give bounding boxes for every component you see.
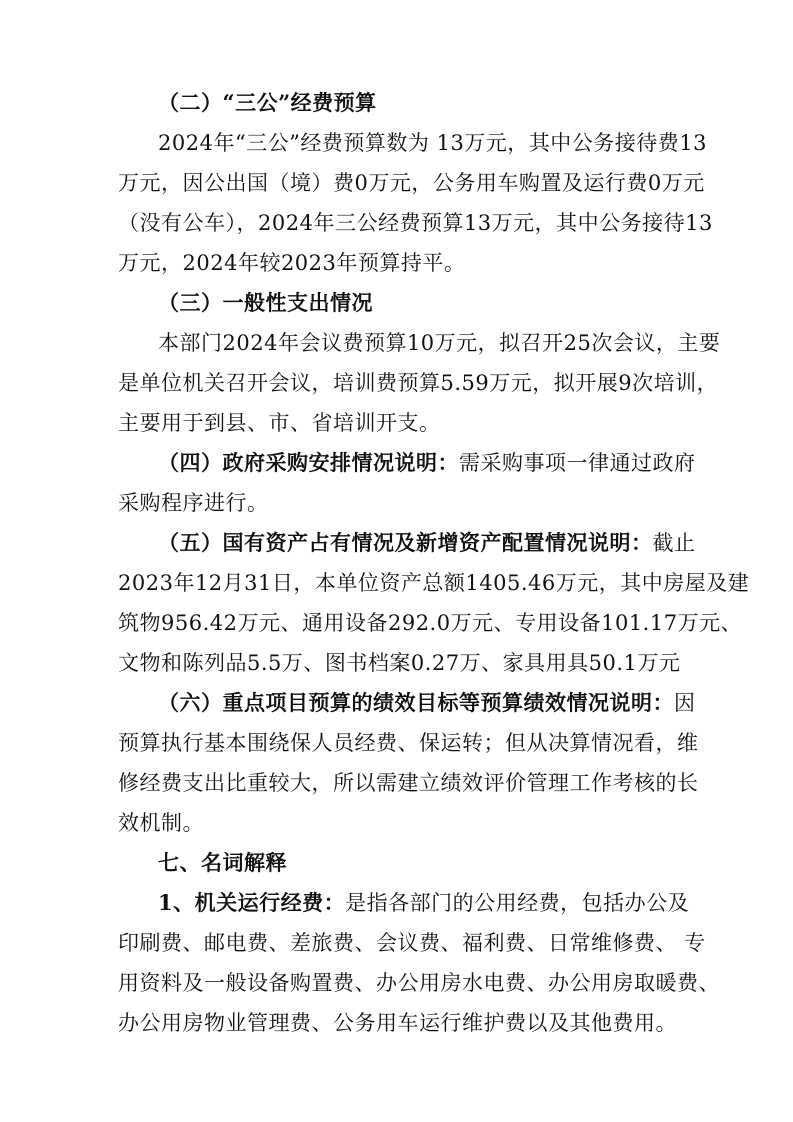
paragraph-line bbox=[158, 448, 696, 478]
paragraph-line bbox=[158, 528, 696, 558]
paragraph-line: 印刷费、邮电费、差旅费、会议费、福利费、日常维修费、 专 bbox=[118, 931, 706, 955]
paragraph-line: 办公用房物业管理费、公务用车运行维护费以及其他费用。 bbox=[118, 1011, 677, 1035]
section-heading-general-expenditure: （三）一般性支出情况 bbox=[158, 290, 373, 315]
paragraph-text: 是指各部门的公用经费，包括办公及 bbox=[345, 891, 690, 915]
paragraph-text: 需采购事项一律通过政府 bbox=[459, 451, 696, 475]
paragraph-line bbox=[158, 688, 696, 718]
term-heading-operating-expenses: 1、机关运行经费： bbox=[158, 890, 346, 915]
paragraph-line: 主要用于到县、市、省培训开支。 bbox=[118, 411, 441, 435]
paragraph-text: 截止 bbox=[652, 531, 696, 555]
paragraph-line: 用资料及一般设备购置费、办公用房水电费、办公用房取暖费、 bbox=[118, 971, 720, 995]
paragraph-line: 采购程序进行。 bbox=[118, 491, 269, 515]
paragraph-line: 万元，因公出国（境）费0万元，公务用车购置及运行费0万元 bbox=[118, 171, 705, 195]
paragraph-line: （没有公车），2024年三公经费预算13万元，其中公务接待13 bbox=[118, 211, 713, 235]
paragraph-line: 2023年12月31日，本单位资产总额1405.46万元，其中房屋及建 bbox=[118, 571, 750, 595]
section-heading-state-assets: （五）国有资产占有情况及新增资产配置情况说明： bbox=[158, 530, 653, 555]
paragraph-line: 是单位机关召开会议，培训费预算5.59万元，拟开展9次培训， bbox=[118, 371, 719, 395]
section-heading-three-public-budget: （二）“三公”经费预算 bbox=[158, 90, 377, 115]
paragraph-line bbox=[158, 888, 689, 918]
section-heading-performance-goals: （六）重点项目预算的绩效目标等预算绩效情况说明： bbox=[158, 690, 674, 715]
paragraph-text: 因 bbox=[674, 691, 696, 715]
paragraph-line: 效机制。 bbox=[118, 811, 204, 835]
paragraph-line: 本部门2024年会议费预算10万元，拟召开25次会议，主要 bbox=[158, 331, 721, 355]
paragraph-line: 万元，2024年较2023年预算持平。 bbox=[118, 251, 466, 275]
paragraph-line: 筑物956.42万元、通用设备292.0万元、专用设备101.17万元、 bbox=[118, 611, 743, 635]
section-heading-glossary: 七、名词解释 bbox=[158, 850, 287, 875]
paragraph-line: 预算执行基本围绕保人员经费、保运转；但从决算情况看，维 bbox=[118, 731, 699, 755]
section-heading-government-procurement: （四）政府采购安排情况说明： bbox=[158, 450, 459, 475]
paragraph-line: 修经费支出比重较大，所以需建立绩效评价管理工作考核的长 bbox=[118, 771, 699, 795]
paragraph-line: 2024年“三公”经费预算数为 13万元，其中公务接待费13 bbox=[158, 131, 708, 155]
paragraph-line: 文物和陈列品5.5万、图书档案0.27万、家具用具50.1万元 bbox=[118, 651, 681, 675]
